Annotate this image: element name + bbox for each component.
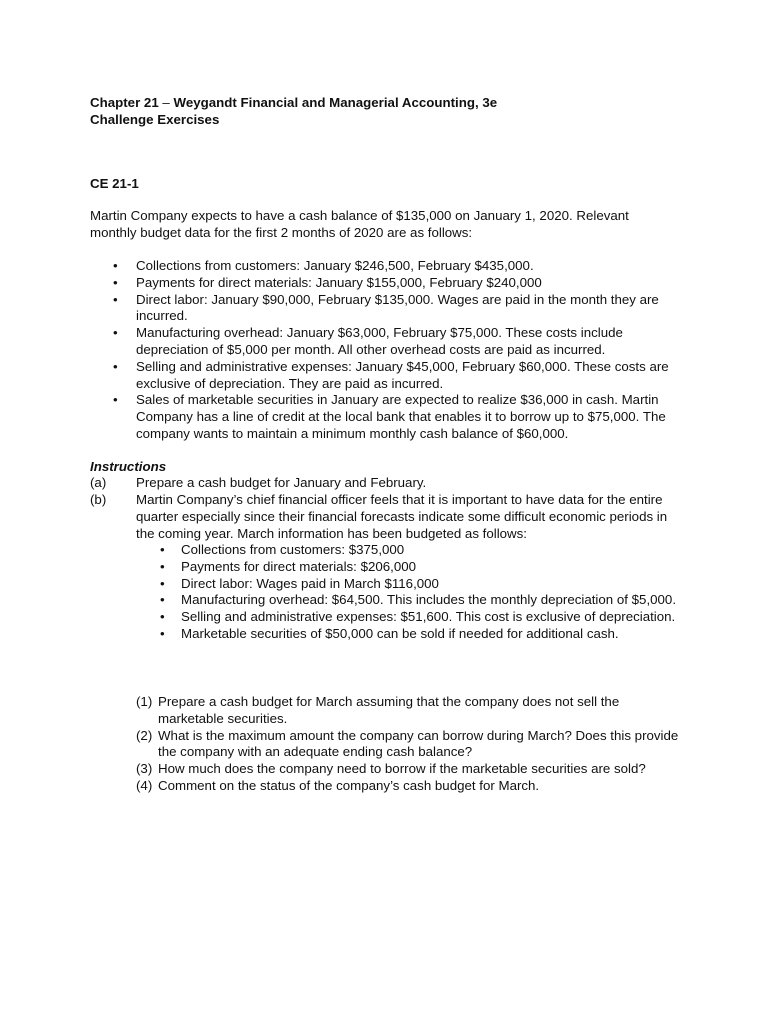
question-text: Prepare a cash budget for March assuming that the company does not sell the marketable securities.	[158, 694, 620, 726]
list-item	[136, 728, 686, 762]
exercise-intro: Martin Company expects to have a cash balance of $135,000 on January 1, 2020. Relevant monthly budget data for the first 2 months of 2020 are as follows:	[90, 208, 629, 240]
chapter-prefix: Chapter 21	[90, 95, 159, 110]
instruction-marker: (a)	[90, 475, 107, 490]
chapter-line	[90, 94, 497, 111]
list-item	[136, 694, 686, 728]
list-item: • Sales of marketable securities in January are expected to realize $36,000 in cash. Martin Company has a line of credit at the local bank that enables it to borrow up to $75,000. The company wants to maintain a minimum monthly cash balance of $60,000.	[90, 392, 690, 442]
list-item: • Collections from customers: $375,000	[136, 542, 686, 559]
list-item: • Manufacturing overhead: January $63,000, February $75,000. These costs include depreciation of $5,000 per month. All other overhead costs are paid as incurred.	[90, 325, 690, 359]
list-item	[136, 761, 686, 778]
question-text: Comment on the status of the company’s cash budget for March.	[158, 777, 540, 793]
list-item	[136, 778, 686, 795]
list-item: • Manufacturing overhead: $64,500. This includes the monthly depreciation of $5,000.	[136, 592, 686, 609]
budget-data-list	[90, 258, 690, 443]
question-number: (4)	[136, 777, 153, 793]
document-title	[90, 94, 497, 128]
list-item: • Selling and administrative expenses: $51,600. This cost is exclusive of depreciation.	[136, 609, 686, 626]
question-text: What is the maximum amount the company can borrow during March? Does this provide the company with an adequate ending cash balance?	[158, 727, 679, 760]
instruction-text: Prepare a cash budget for January and February.	[136, 475, 427, 490]
list-item: • Direct labor: Wages paid in March $116,000	[136, 576, 686, 593]
list-item: • Payments for direct materials: January $155,000, February $240,000	[90, 275, 690, 292]
list-item: • Direct labor: January $90,000, February $135,000. Wages are paid in the month they are incurred.	[90, 292, 690, 326]
march-info-list	[136, 542, 686, 643]
instructions-heading: Instructions	[90, 459, 167, 474]
question-number: (2)	[136, 727, 153, 743]
question-number: (3)	[136, 761, 153, 777]
instruction-marker: (b)	[90, 492, 107, 507]
exercise-id: CE 21-1	[90, 176, 139, 191]
question-list	[136, 694, 686, 795]
list-item: • Marketable securities of $50,000 can be sold if needed for additional cash.	[136, 626, 686, 643]
instruction-text: Martin Company’s chief financial officer feels that it is important to have data for the entire quarter especially since their financial forecasts indicate some difficult economic periods in the coming year. March information has been budgeted as follows:	[136, 492, 668, 541]
document-subtitle: Challenge Exercises	[90, 112, 220, 127]
list-item: • Selling and administrative expenses: January $45,000, February $60,000. These costs are exclusive of depreciation. They are paid as incurred.	[90, 359, 690, 393]
chapter-book: Weygandt Financial and Managerial Accounting, 3e	[173, 95, 498, 110]
list-item: • Payments for direct materials: $206,000	[136, 559, 686, 576]
list-item: • Collections from customers: January $246,500, February $435,000.	[90, 258, 690, 275]
question-number: (1)	[136, 694, 153, 709]
question-text: How much does the company need to borrow if the marketable securities are sold?	[158, 761, 646, 777]
chapter-dash: –	[158, 95, 174, 110]
